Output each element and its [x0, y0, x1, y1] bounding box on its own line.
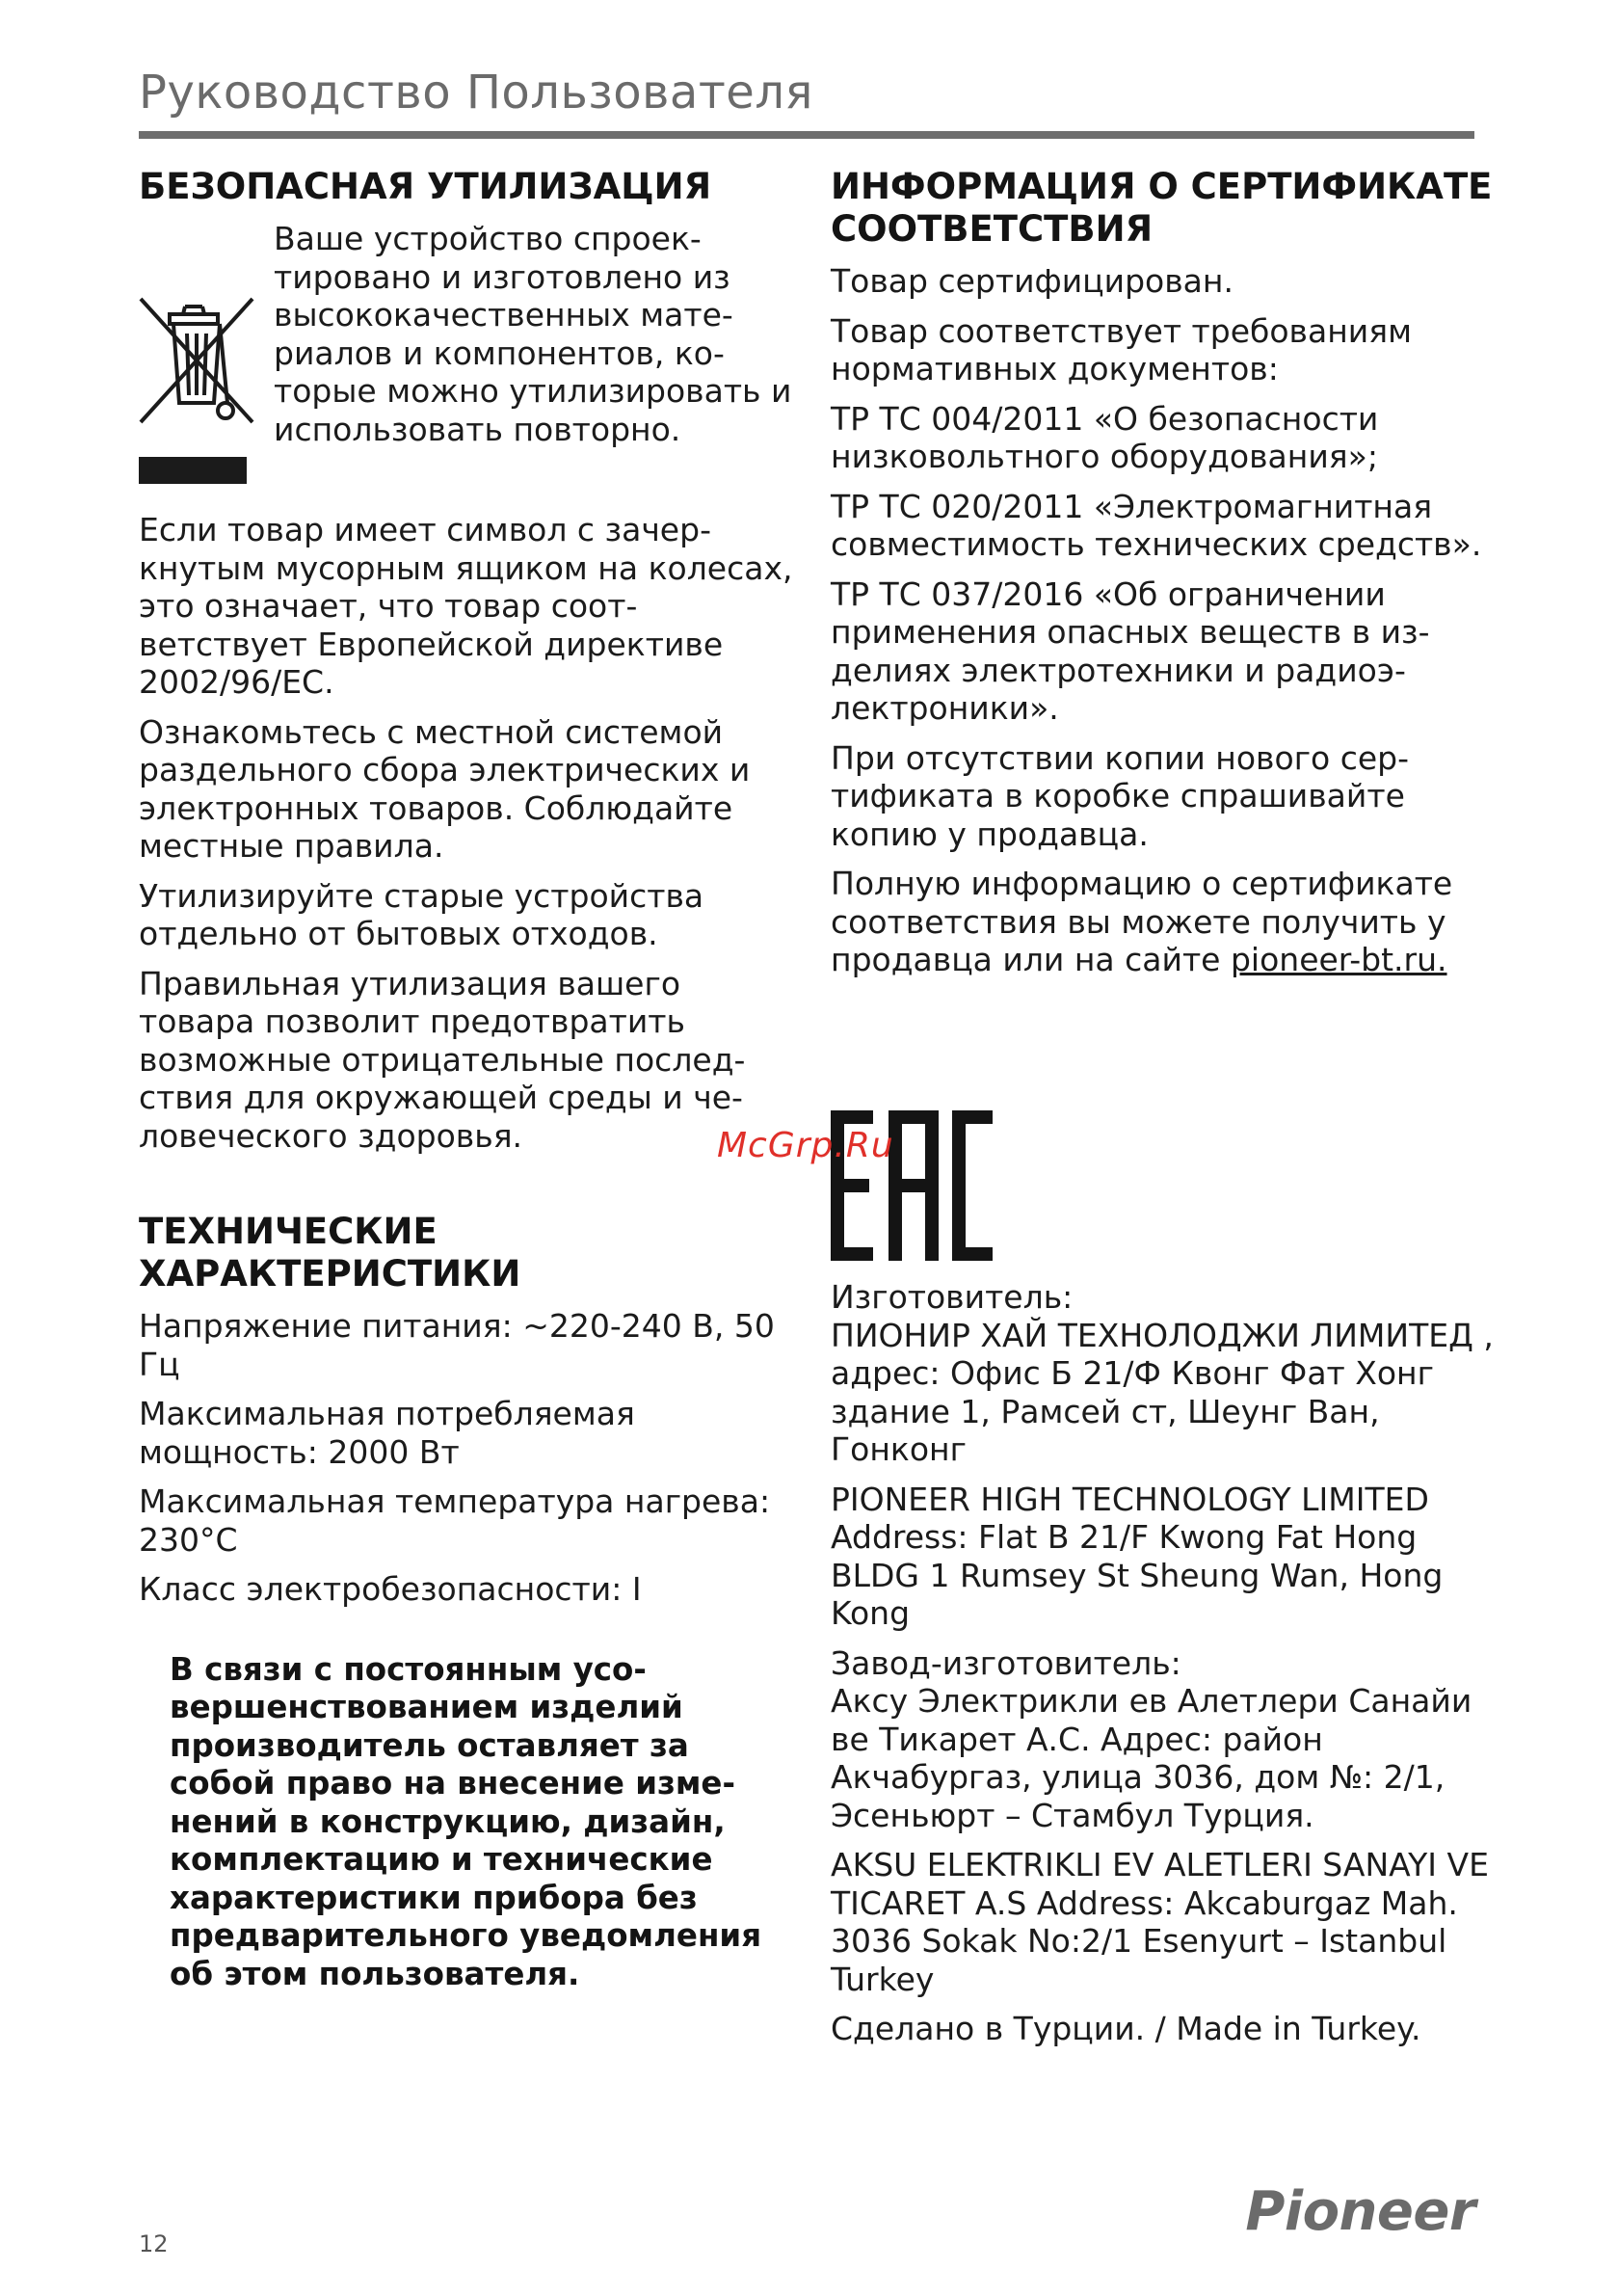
certificate-paragraph: При отсутствии копии нового сертификата в коробке спрашивайте копию у продавца. — [831, 738, 1410, 853]
manufacturer-en: PIONEER HIGH TECHNOLOGY LIMITED Address: Flat B 21/F Kwong Fat Hong BLDG 1 Rumsey St Sheung Wan, Hong Kong — [831, 1480, 1444, 1632]
spec-item: Максимальная потребляемая мощность: 2000 Вт — [139, 1395, 635, 1471]
disposal-heading: БЕЗОПАСНАЯ УТИЛИЗАЦИЯ — [139, 166, 712, 207]
page-number: 12 — [139, 2230, 169, 2257]
spec-item: Напряжение питания: ~220-240 В, 50 Гц — [139, 1307, 775, 1383]
disposal-paragraph: Правильная утилизация вашего товара позволит предотвратить возможные отрицательные последствия для окружающей среды и человеческого здоровья. — [139, 964, 746, 1155]
certificate-info-text: Полную информацию о сертификате соответствия вы можете получить у продавца или на сайте — [831, 865, 1453, 978]
specs-heading: ТЕХНИЧЕСКИЕ ХАРАКТЕРИСТИКИ — [139, 1211, 521, 1295]
origin-line: Сделано в Турции. / Made in Turkey. — [831, 2010, 1421, 2047]
right-column — [831, 166, 1496, 991]
manufacturer-block — [831, 1278, 1505, 2060]
page-title: Руководство Пользователя — [139, 66, 813, 120]
watermark: McGrp.Ru — [717, 1126, 894, 1165]
manufacturer-ru: ПИОНИР ХАЙ ТЕХНОЛОДЖИ ЛИМИТЕД , адрес: Офис Б 21/Ф Квонг Фат Хонг здание 1, Рамсей ст, Шеунг Ван, Гонконг — [831, 1316, 1494, 1468]
improvement-notice: В связи с постоянным усовершенствованием изделий производитель оставляет за собой право на внесение изменений в конструкцию, дизайн, комплектацию и технические характеристики прибора без предварительного уведомления об этом пользователя. — [170, 1650, 762, 1992]
spec-item: Класс электробезопасности: I — [139, 1570, 642, 1608]
factory-ru: Аксу Электрикли ев Алетлери Санайи ве Тикарет А.С. Адрес: район Акчабургаз, улица 3036, дом №: 2/1, Эсеньюрт – Стамбул Турция. — [831, 1682, 1472, 1834]
certificate-heading: ИНФОРМАЦИЯ О СЕРТИФИКАТЕ СООТВЕТСТВИЯ — [831, 166, 1493, 250]
crossed-out-bin-icon — [139, 295, 254, 426]
factory-en: AKSU ELEKTRIKLI EV ALETLERI SANAYI VE TICARET A.S Address: Akcaburgaz Mah. 3036 Sokak No:2/1 Esenyurt – Istanbul Turkey — [831, 1846, 1489, 1998]
factory-info — [831, 1644, 1505, 1835]
header-rule — [139, 131, 1474, 139]
certificate-paragraph: Товар соответствует требованиям нормативных документов: — [831, 311, 1412, 387]
disposal-intro: Ваше устройство спроектировано и изготовлено из высококачественных материалов и компонентов, которые можно утилизировать и использовать повторно. — [274, 220, 792, 448]
site-link[interactable]: pioneer-bt.ru. — [1230, 941, 1447, 978]
manufacturer-info — [831, 1278, 1505, 1469]
disposal-paragraph: Ознакомьтесь с местной системой раздельного сбора электрических и электронных товаров. Соблюдайте местные правила. — [139, 712, 751, 865]
spec-item: Максимальная температура нагрева: 230°C — [139, 1482, 771, 1559]
manufacturer-label: Изготовитель: — [831, 1278, 1074, 1316]
disposal-block — [139, 220, 794, 499]
certificate-paragraph: Товар сертифицирован. — [831, 262, 1233, 300]
certificate-paragraph: ТР ТС 004/2011 «О безопасности низковольтного оборудования»; — [831, 399, 1379, 475]
certificate-paragraph: ТР ТС 020/2011 «Электромагнитная совместимость технических средств». — [831, 487, 1482, 563]
certificate-paragraph: ТР ТС 037/2016 «Об ограничении применения опасных веществ в изделиях электротехники и радиоэлектроники». — [831, 574, 1430, 727]
factory-label: Завод-изготовитель: — [831, 1643, 1181, 1682]
left-column — [139, 166, 794, 1993]
pioneer-logo: Pioneer — [1245, 2180, 1475, 2243]
certificate-info — [831, 865, 1496, 979]
bin-underline-bar — [139, 457, 247, 484]
disposal-paragraph: Если товар имеет символ с зачеркнутым мусорным ящиком на колесах, это означает, что товар соответствует Европейской директиве 2002/96/EC. — [139, 511, 793, 701]
disposal-paragraph: Утилизируйте старые устройства отдельно от бытовых отходов. — [139, 876, 704, 952]
